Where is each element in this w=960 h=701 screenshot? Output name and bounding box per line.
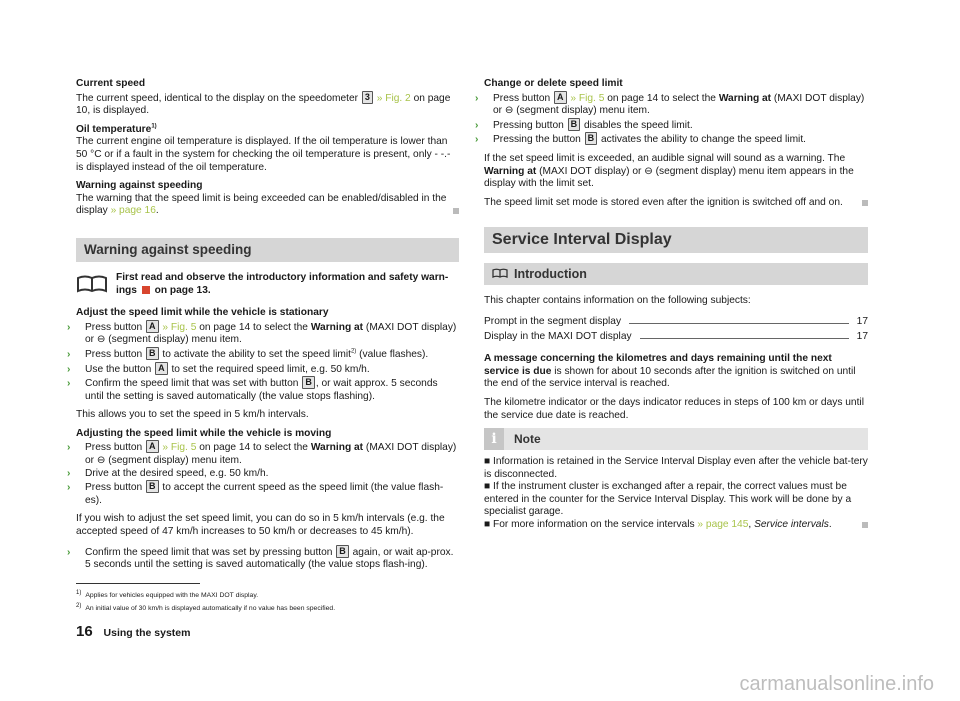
list-item: › Press button B to accept the current speed as the speed limit (the value flash-es). (67, 481, 444, 506)
section-end-mark (453, 208, 459, 214)
oil-temp-title: Oil temperature$^{1)}$ (76, 123, 157, 135)
change-title: Change or delete speed limit (484, 78, 623, 89)
stationary-steps (67, 320, 459, 404)
stored-text: The speed limit set mode is stored even after the ignition is switched off and on. (484, 197, 868, 210)
change-steps (475, 91, 868, 147)
footer-section: Using the system (103, 627, 191, 639)
key-b-badge: B (568, 118, 581, 131)
note-heading: i Note (484, 428, 868, 450)
section-end-mark (862, 200, 868, 206)
chevron-right-icon: › (67, 546, 71, 558)
key-a-badge: A (554, 91, 567, 104)
list-item: › Drive at the desired speed, e.g. 50 km/h. (67, 467, 269, 479)
fig-2-link[interactable]: » Fig. 2 (376, 92, 411, 104)
fig-5-link[interactable]: » Fig. 5 (162, 442, 197, 454)
allows-text: This allows you to set the speed in 5 km/h intervals. (76, 409, 309, 421)
warning-speeding-heading: Warning against speeding (76, 238, 459, 262)
chevron-right-icon: › (67, 442, 71, 454)
toc-item[interactable]: Prompt in the segment display 17 (484, 315, 868, 327)
current-speed-title: Current speed (76, 78, 146, 89)
fig-5-link[interactable]: » Fig. 5 (570, 92, 605, 104)
chevron-right-icon: › (475, 119, 479, 131)
note-list (484, 456, 868, 532)
fig-5-link[interactable]: » Fig. 5 (162, 321, 197, 333)
exceeded-text: If the set speed limit is exceeded, an audible signal will sound as a warning. The Warning at (MAXI DOT display) or ⊖ (segment display) menu item appears in the display with the limit set. (484, 152, 854, 190)
list-item: › Pressing the button B activates the ability to change the speed limit. (475, 133, 806, 146)
chevron-right-icon: › (67, 467, 71, 479)
page-footer (76, 623, 191, 641)
oil-temp-text: The current engine oil temperature is displayed. If the oil temperature is lower than 50 °C or if a fault in the system for checking the oil temperature is present, only - -.- is displayed instead of the oil temperature. (76, 136, 451, 173)
introduction-heading: Introduction (484, 263, 868, 285)
current-speed-text: The current speed, identical to the display on the speedometer 3 » Fig. 2 on page 10, is displayed. (76, 91, 451, 117)
service-interval-heading: Service Interval Display (484, 227, 868, 253)
list-item: › Use the button A to set the required speed limit, e.g. 50 km/h. (67, 362, 370, 375)
stationary-title: Adjust the speed limit while the vehicle is stationary (76, 307, 329, 319)
info-icon: i (484, 428, 504, 450)
footnote: 1) Applies for vehicles equipped with the MAXI DOT display. (76, 590, 259, 599)
page-number: 16 (76, 623, 93, 640)
footnotes (76, 583, 460, 614)
toc-item[interactable]: Display in the MAXI DOT display 17 (484, 330, 868, 342)
key-b-badge: B (336, 545, 349, 558)
key-a-badge: A (155, 362, 168, 375)
watermark: carmanualsonline.info (739, 673, 934, 696)
key-a-badge: A (146, 440, 159, 453)
book-icon (76, 274, 108, 294)
list-item: › Pressing button B disables the speed limit. (475, 118, 693, 131)
key-3-badge: 3 (362, 91, 373, 104)
indicator-text: The kilometre indicator or the days indicator reduces in steps of 100 km or days until the service due date is reached. (484, 396, 864, 421)
key-b-badge: B (585, 132, 598, 145)
chevron-right-icon: › (67, 348, 71, 360)
chevron-right-icon: › (475, 134, 479, 146)
left-column (67, 78, 459, 572)
chevron-right-icon: › (67, 321, 71, 333)
chevron-right-icon: › (67, 363, 71, 375)
moving-steps (67, 440, 459, 507)
note-item: ■ If the instrument cluster is exchanged after a repair, the correct values must be entered in the counter for the Service Interval Display. This work will be done by a specialist garage. (484, 481, 852, 518)
list-item: › Press button A » Fig. 5 on page 14 to select the Warning at (MAXI DOT display) or ⊖ (segment display) menu item. (67, 441, 457, 467)
key-a-badge: A (146, 320, 159, 333)
list-item: › Confirm the speed limit that was set by pressing button B again, or wait ap-prox. 5 seconds until the setting is saved automatically (the value stops flash-ing). (67, 545, 454, 571)
list-item: › Press button A » Fig. 5 on page 14 to select the Warning at (MAXI DOT display) or ⊖ (segment display) menu item. (475, 91, 865, 117)
page-16-link[interactable]: » page 16 (110, 205, 156, 217)
chevron-right-icon: › (67, 378, 71, 390)
chevron-right-icon: › (475, 92, 479, 104)
list-item: › Press button A » Fig. 5 on page 14 to select the Warning at (MAXI DOT display) or ⊖ (segment display) menu item. (67, 320, 457, 346)
key-b-badge: B (146, 480, 159, 493)
toc (484, 316, 868, 343)
list-item: › Press button B to activate the ability to set the speed limit$^{2)}$ (value flashes). (67, 347, 429, 360)
warn-speed-title: Warning against speeding (76, 180, 203, 192)
book-icon (492, 268, 508, 279)
safety-reference: First read and observe the introductory information and safety warn-ings on page 13. (76, 272, 459, 297)
section-end-mark (862, 522, 868, 528)
key-b-badge: B (146, 347, 159, 360)
key-b-badge: B (302, 376, 315, 389)
warning-icon (142, 286, 150, 294)
list-item: › Confirm the speed limit that was set with button B , or wait approx. 5 seconds until the setting is saved automatically (the value stops flashing). (67, 377, 438, 402)
warn-speed-text: The warning that the speed limit is being exceeded can be enabled/disabled in the display » page 16. (76, 193, 459, 218)
moving-title: Adjusting the speed limit while the vehicle is moving (76, 427, 332, 439)
footnote: 2) An initial value of 30 km/h is displayed automatically if no value has been specified. (76, 603, 336, 612)
adjust-text: If you wish to adjust the set speed limit, you can do so in 5 km/h intervals (e.g. the accepted speed of 47 km/h increases to 50 km/h or decreases to 45 km/h). (76, 513, 445, 538)
message-text: A message concerning the kilometres and days remaining until the next service is due is shown for about 10 seconds after the ignition is switched on until the end of the service interval is reached. (484, 353, 856, 390)
footnote-rule (76, 583, 200, 584)
note-item: ■ For more information on the service intervals » page 145, Service intervals. (484, 519, 868, 532)
right-column (475, 78, 868, 532)
note-item: ■ Information is retained in the Service Interval Display even after the vehicle bat-tery is disconnected. (484, 456, 868, 480)
chevron-right-icon: › (67, 482, 71, 494)
page-145-link[interactable]: » page 145 (697, 519, 749, 531)
chapter-text: This chapter contains information on the following subjects: (484, 295, 751, 307)
